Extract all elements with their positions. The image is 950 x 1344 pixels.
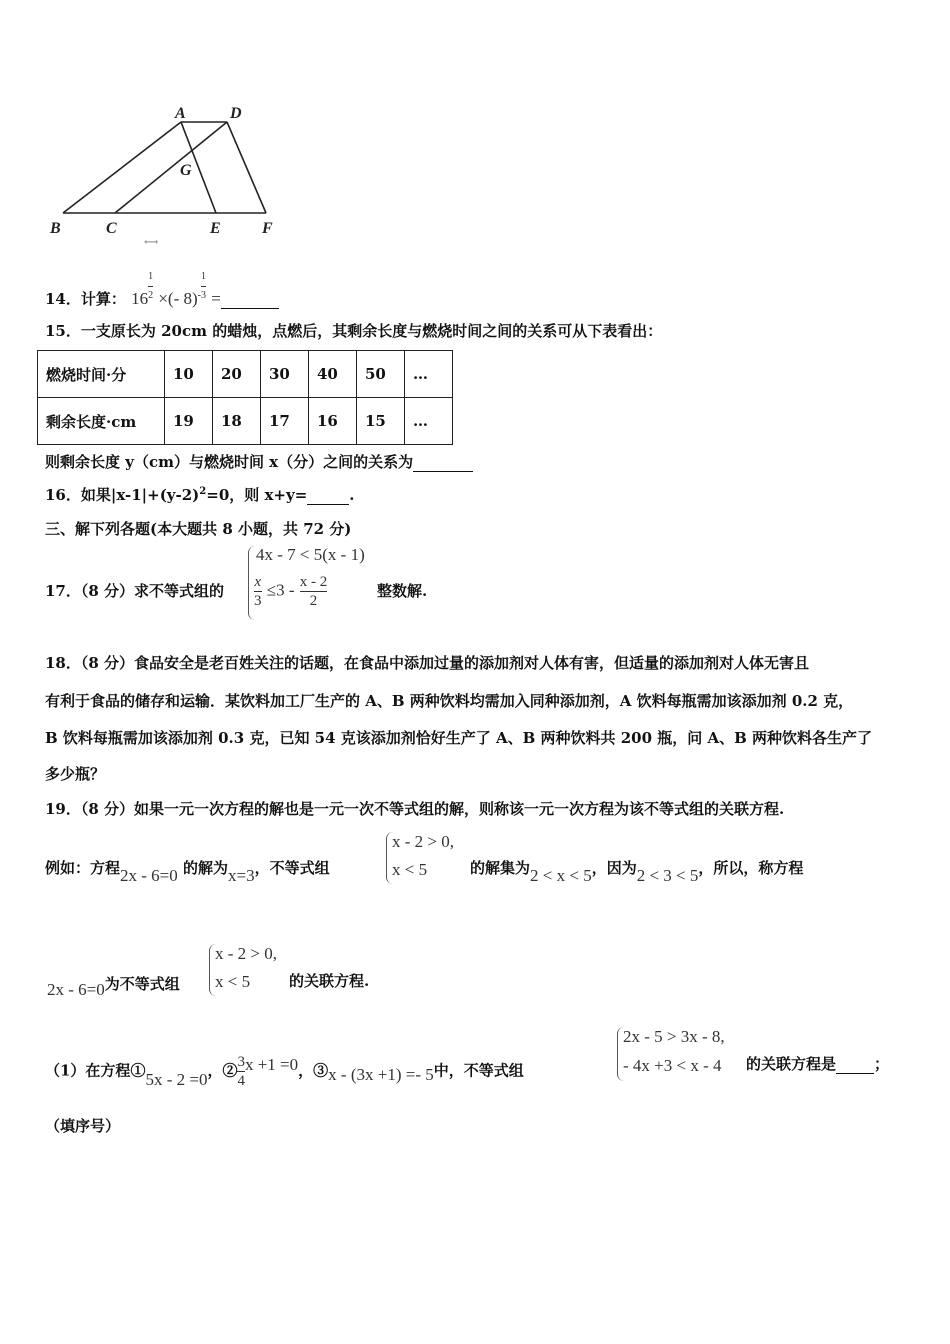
answer-blank[interactable] [836,1055,874,1074]
question-19-intro: 19．（8 分）如果一元一次方程的解也是一元一次不等式组的解，则称该一元一次方程为该不等式组的关联方程. [45,800,785,818]
system-line: x < 5 [215,972,251,991]
example-line-2b: 的关联方程. [289,972,370,990]
system-line: x - 2 > 0, [215,944,277,963]
label-e: E [210,220,221,237]
answer-blank[interactable] [221,290,279,309]
question-18-line: 多少瓶？ [45,765,106,783]
arrow-icon: ⟷ [144,237,159,248]
candle-table [37,350,453,445]
question-19-part-1-end: 的关联方程是 ； [746,1055,890,1073]
question-19-part-1: （1）在方程①5x - 2 =0，② $\frac{3}{4}$ x +1 =0，③x - (3x +1) =- 5中，不等式组 [45,1054,524,1089]
question-15: 15．一支原长为 20cm 的蜡烛，点燃后，其剩余长度与燃烧时间之间的关系可从下表看出： [45,322,663,340]
question-18-line: B 饮料每瓶需加该添加剂 0.3 克，已知 54 克该添加剂恰好生产了 A、B 两种饮料共 200 瓶，问 A、B 两种饮料各生产了 [45,729,873,747]
system-line: x < 5 [392,860,428,879]
answer-blank[interactable] [307,486,349,505]
example-line-2: 2x - 6=0为不等式组 [47,975,180,999]
label-g: G [180,162,192,179]
system-line: 2x - 5 > 3x - 8, [623,1027,725,1046]
system-line: x - 2 > 0, [392,832,454,851]
inequality-1: 4x - 7 < 5(x - 1) [256,545,365,564]
example-line-1: 例如：方程2x - 6=0 的解为x=3，不等式组 [45,859,330,885]
fill-note: （填序号） [45,1117,121,1135]
label-b: B [50,220,61,237]
example-line-1b: 的解集为2 < x < 5，因为2 < 3 < 5，所以，称方程 [470,859,804,885]
question-17-suffix: 整数解. [377,582,428,600]
geometry-figure [40,100,300,250]
question-15-prompt: 则剩余长度 y（cm）与燃烧时间 x（分）之间的关系为 [45,451,473,472]
label-c: C [106,220,117,237]
answer-blank[interactable] [413,453,473,472]
label-a: A [175,105,186,122]
inequality-2: $\frac{x}{3}$ ≤3 - $\frac{x - 2}{2}$ [254,574,328,609]
question-17-prefix: 17．（8 分）求不等式组的 [45,582,225,600]
question-18-line: 有利于食品的储存和运输．某饮料加工厂生产的 A、B 两种饮料均需加入同种添加剂，A 饮料每瓶需加该添加剂 0.2 克， [45,692,854,710]
table-row: 剩余长度·cm 19 18 17 16 15 … [38,398,453,445]
label-d: D [230,105,242,122]
question-18-line: 18．（8 分）食品安全是老百姓关注的话题，在食品中添加过量的添加剂对人体有害，但适量的添加剂对人体无害且 [45,654,810,672]
table-row: 燃烧时间·分 10 20 30 40 50 … [38,351,453,398]
question-16: 16．如果$|x-1|+(y-2)^2=0$，则 x+y= . [45,486,355,504]
system-line: - 4x +3 < x - 4 [623,1056,722,1075]
question-14: 14．计算： 16 $\frac{1}{2}$ ×(- 8)- $\frac{1}{3}$ = [45,268,279,309]
section-heading: 三、解下列各题(本大题共 8 小题，共 72 分) [45,520,352,538]
label-f: F [262,220,273,237]
